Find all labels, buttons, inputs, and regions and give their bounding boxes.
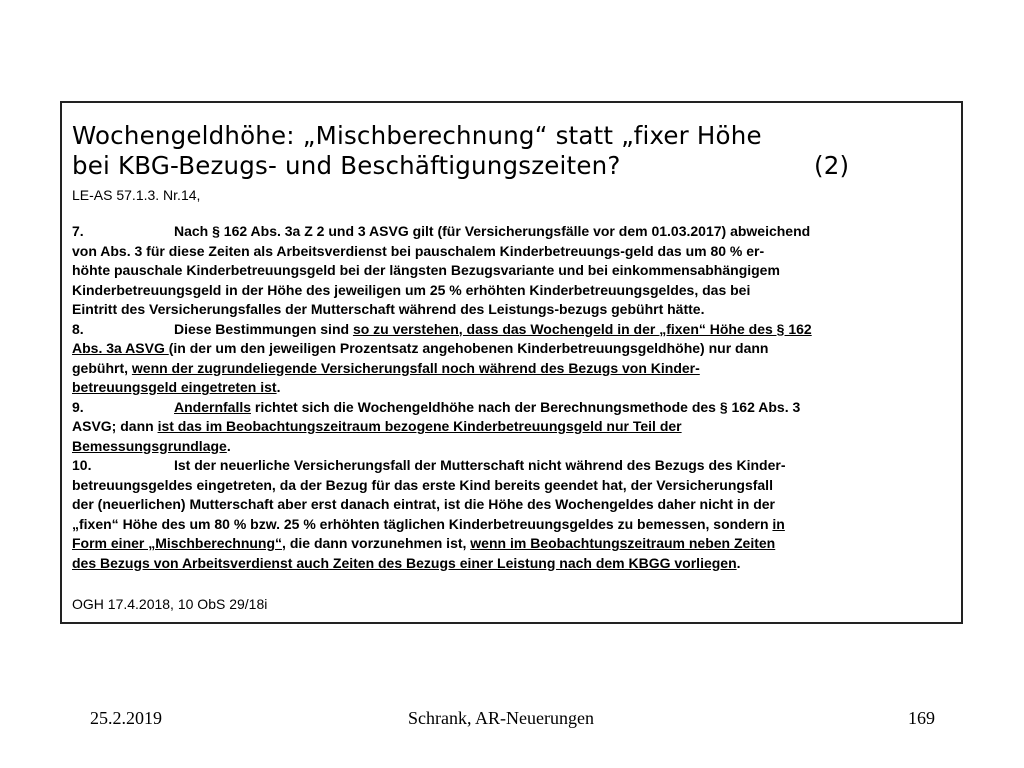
title-line-1: Wochengeldhöhe: „Mischberechnung“ statt „fixer Höhe	[72, 121, 762, 150]
paragraph-7-line: höhte pauschale Kinderbetreuungsgeld bei der längsten Bezugsvariante und bei einkommensabhängigem	[72, 262, 780, 278]
paragraph-9-line	[72, 417, 958, 437]
footer-author: Schrank, AR-Neuerungen	[408, 708, 594, 728]
paragraph-10-line	[72, 456, 958, 476]
underlined-text: so zu verstehen, dass das Wochengeld in der „fixen“ Höhe des § 162	[352, 320, 812, 337]
paragraph-9-line	[72, 437, 958, 457]
footer-page-number: 169	[908, 708, 935, 728]
slide-content-box	[60, 101, 963, 624]
underlined-text: Andernfalls	[174, 398, 252, 415]
paragraph-number: 9.	[72, 398, 84, 415]
paragraph-10-line: betreuungsgeldes eingetreten, da der Bezug für das erste Kind bereits geendet hat, der Versicherungsfall	[72, 476, 773, 493]
paragraph-7-line: Kinderbetreuungsgeld in der Höhe des jeweiligen um 25 % erhöhten Kinderbetreuungsgeldes, das bei	[72, 281, 751, 298]
paragraph-text: , die dann vorzunehmen ist,	[282, 535, 471, 551]
underlined-text: betreuungsgeld eingetreten ist	[72, 379, 277, 395]
paragraph-10-line	[72, 515, 958, 535]
paragraph-text: Ist der neuerliche Versicherungsfall der Mutterschaft nicht während des Bezugs des Kinder-	[174, 457, 786, 473]
slide-title	[72, 121, 952, 181]
paragraph-8-line	[72, 339, 958, 359]
paragraph-text: .	[226, 437, 231, 454]
paragraph-text: ASVG; dann	[72, 418, 158, 434]
paragraph-text: richtet sich die Wochengeldhöhe nach der Berechnungsmethode des § 162 Abs. 3	[251, 398, 801, 415]
paragraph-number: 10.	[72, 457, 92, 473]
paragraph-text: .	[736, 554, 741, 571]
paragraph-text: Nach § 162 Abs. 3a Z 2 und 3 ASVG gilt (für Versicherungsfälle vor dem 01.03.2017) abweichend	[174, 223, 811, 239]
paragraph-7-line: Eintritt des Versicherungsfalles der Mutterschaft während des Leistungs-bezugs gebührt hätte.	[72, 301, 705, 317]
paragraph-10-line	[72, 534, 958, 554]
paragraph-10-line	[72, 554, 958, 574]
paragraph-8-line	[72, 359, 958, 379]
paragraph-8-line	[72, 320, 958, 340]
paragraph-9-line	[72, 398, 958, 418]
paragraph-text: Diese Bestimmungen sind	[174, 320, 353, 337]
paragraph-number: 8.	[72, 320, 84, 337]
paragraph-7-line: von Abs. 3 für diese Zeiten als Arbeitsverdienst bei pauschalem Kinderbetreuungs-geld das um 80 % er-	[72, 242, 765, 259]
underlined-text: Form einer „Mischberechnung“	[72, 535, 283, 551]
court-citation: OGH 17.4.2018, 10 ObS 29/18i	[72, 596, 268, 612]
footer-date: 25.2.2019	[90, 708, 162, 728]
paragraph-8-line	[72, 378, 958, 398]
reference-line: LE-AS 57.1.3. Nr.14,	[72, 187, 201, 203]
underlined-text: wenn der zugrundeliegende Versicherungsfall noch während des Bezugs von Kinder-	[131, 359, 700, 376]
underlined-text: ist das im Beobachtungszeitraum bezogene Kinderbetreuungsgeld nur Teil der	[157, 418, 682, 434]
underlined-text: des Bezugs von Arbeitsverdienst auch Zeiten des Bezugs einer Leistung nach dem KBGG vorliegen	[72, 554, 737, 571]
title-number: (2)	[814, 151, 850, 180]
underlined-text: Bemessungsgrundlage	[72, 437, 227, 454]
paragraph-7-line	[72, 222, 958, 242]
paragraph-text: .	[276, 379, 281, 395]
paragraph-text: gebührt,	[72, 359, 132, 376]
judgment-text	[72, 222, 958, 573]
underlined-text: wenn im Beobachtungszeitraum neben Zeiten	[470, 535, 776, 551]
paragraph-text: „fixen“ Höhe des um 80 % bzw. 25 % erhöhten täglichen Kinderbetreuungsgeldes zu bemessen, sondern	[72, 515, 773, 532]
paragraph-number: 7.	[72, 223, 84, 239]
underlined-text: in	[772, 515, 785, 532]
title-line-2: bei KBG-Bezugs- und Beschäftigungszeiten?	[72, 151, 621, 180]
paragraph-10-line: der (neuerlichen) Mutterschaft aber erst danach eintrat, ist die Höhe des Wochengeldes daher nicht in der	[72, 496, 776, 512]
underlined-text: Abs. 3a ASVG	[72, 340, 169, 356]
paragraph-text: (in der um den jeweiligen Prozentsatz angehobenen Kinderbetreuungsgeldhöhe) nur dann	[168, 340, 769, 356]
